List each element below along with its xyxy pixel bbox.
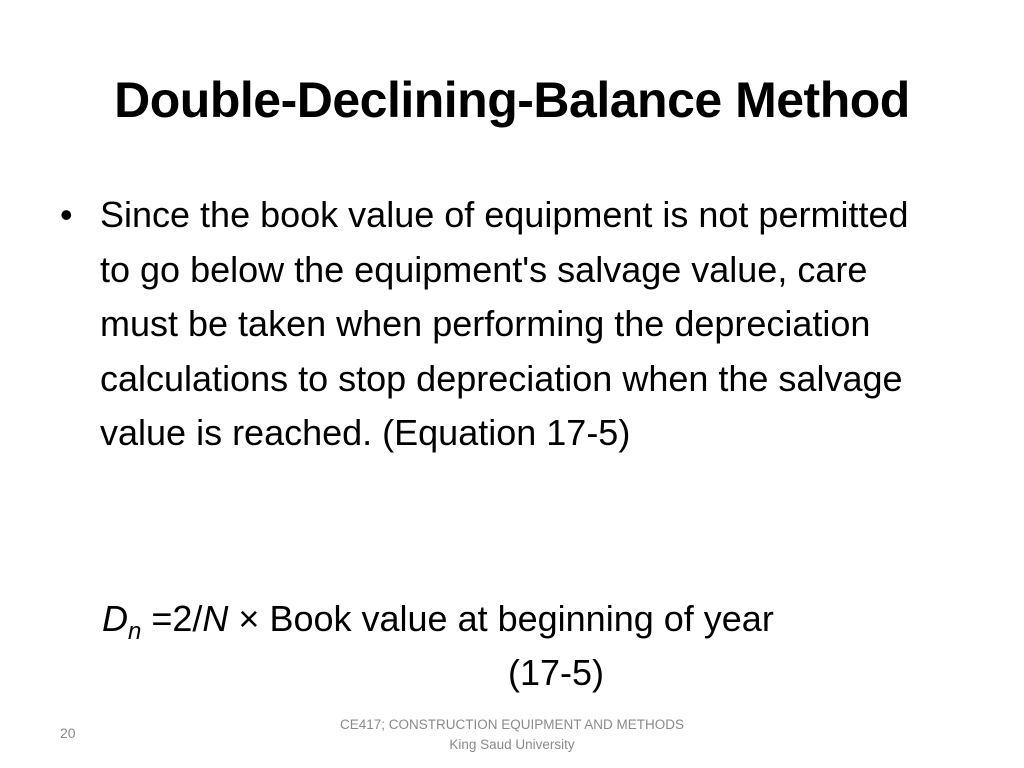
bullet-icon: • <box>60 194 73 235</box>
bullet-text: Since the book value of equipment is not permitted to go below the equipment's salvage value, care must be taken when performing the depreciation calculations to stop depreciation when the salvage value is reached. (Equation 17-5) <box>100 194 909 453</box>
equation-operator: =2/ <box>141 598 203 639</box>
page-number: 20 <box>60 725 76 741</box>
equation-subscript-n: n <box>128 618 142 646</box>
bullet-item <box>60 188 960 461</box>
slide-content <box>60 188 960 461</box>
depreciation-equation <box>102 592 922 646</box>
footer-university: King Saud University <box>449 737 575 752</box>
equation-variable-n: N <box>202 598 229 639</box>
footer-course: CE417; CONSTRUCTION EQUIPMENT AND METHODS <box>339 717 685 732</box>
equation-variable-d: D <box>102 598 128 639</box>
footer-text <box>312 715 712 755</box>
slide-title: Double-Declining-Balance Method <box>114 72 910 128</box>
equation-rhs: × Book value at beginning of year <box>228 598 774 639</box>
equation-number: (17-5) <box>508 652 605 693</box>
